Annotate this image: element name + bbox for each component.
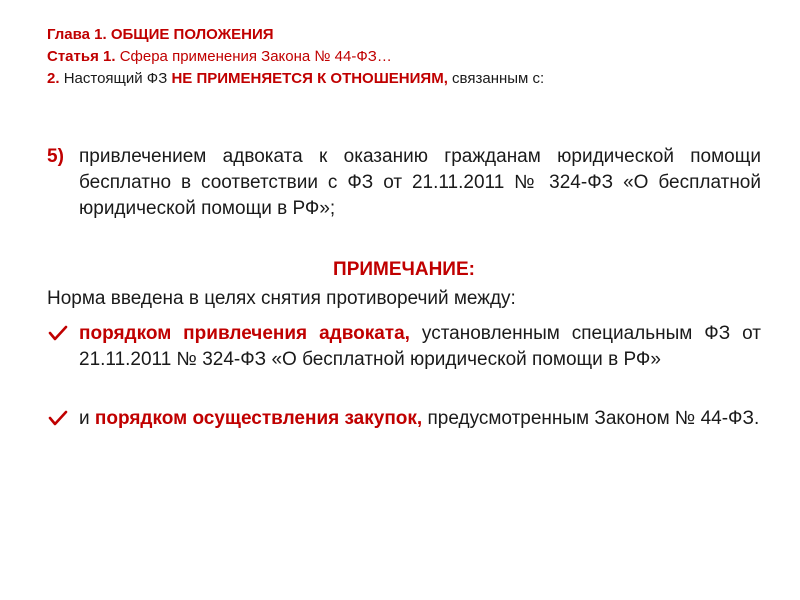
note-bullet-2: [47, 406, 761, 432]
point-text-b: НЕ ПРИМЕНЯЕТСЯ К ОТНОШЕНИЯМ,: [171, 70, 448, 87]
bullet-2-highlight: порядком осуществления закупок,: [94, 408, 423, 429]
bullet-1-highlight: порядком привлечения адвоката,: [79, 323, 410, 344]
article-label: Статья 1.: [47, 48, 116, 65]
item-5-text: привлечением адвоката к оказанию гражданам юридической помощи бесплатно в соответствии с ФЗ от 21.11.2011 № 324-ФЗ «О бесплатной юридической помощи в РФ»;: [79, 146, 761, 219]
bullet-1-rest: установленным специальным ФЗ от 21.11.2011 № 324-ФЗ «О бесплатной юридической помощи в РФ»: [79, 323, 762, 370]
checkmark-icon: [47, 409, 69, 429]
checkmark-icon: [47, 324, 69, 344]
slide-header: [47, 24, 767, 90]
article-line: [47, 46, 767, 68]
note-title: ПРИМЕЧАНИЕ:: [333, 259, 475, 280]
item-5: [47, 144, 761, 222]
point-label: 2.: [47, 70, 60, 87]
note-intro: Норма введена в целях снятия противоречий между:: [47, 288, 516, 309]
chapter-title: ОБЩИЕ ПОЛОЖЕНИЯ: [110, 26, 274, 43]
bullet-2-prefix: и: [79, 408, 90, 429]
article-title: Сфера применения Закона № 44-ФЗ…: [119, 48, 392, 65]
chapter-line: [47, 24, 767, 46]
note-bullet-1: [47, 321, 761, 373]
bullet-2-rest: предусмотренным Законом № 44-ФЗ.: [427, 408, 760, 429]
chapter-label: Глава 1.: [47, 26, 107, 43]
item-5-number: 5): [47, 146, 64, 167]
point-text-c: связанным с:: [452, 70, 545, 87]
point-text-a: Настоящий ФЗ: [63, 70, 168, 87]
point-line: [47, 68, 767, 90]
